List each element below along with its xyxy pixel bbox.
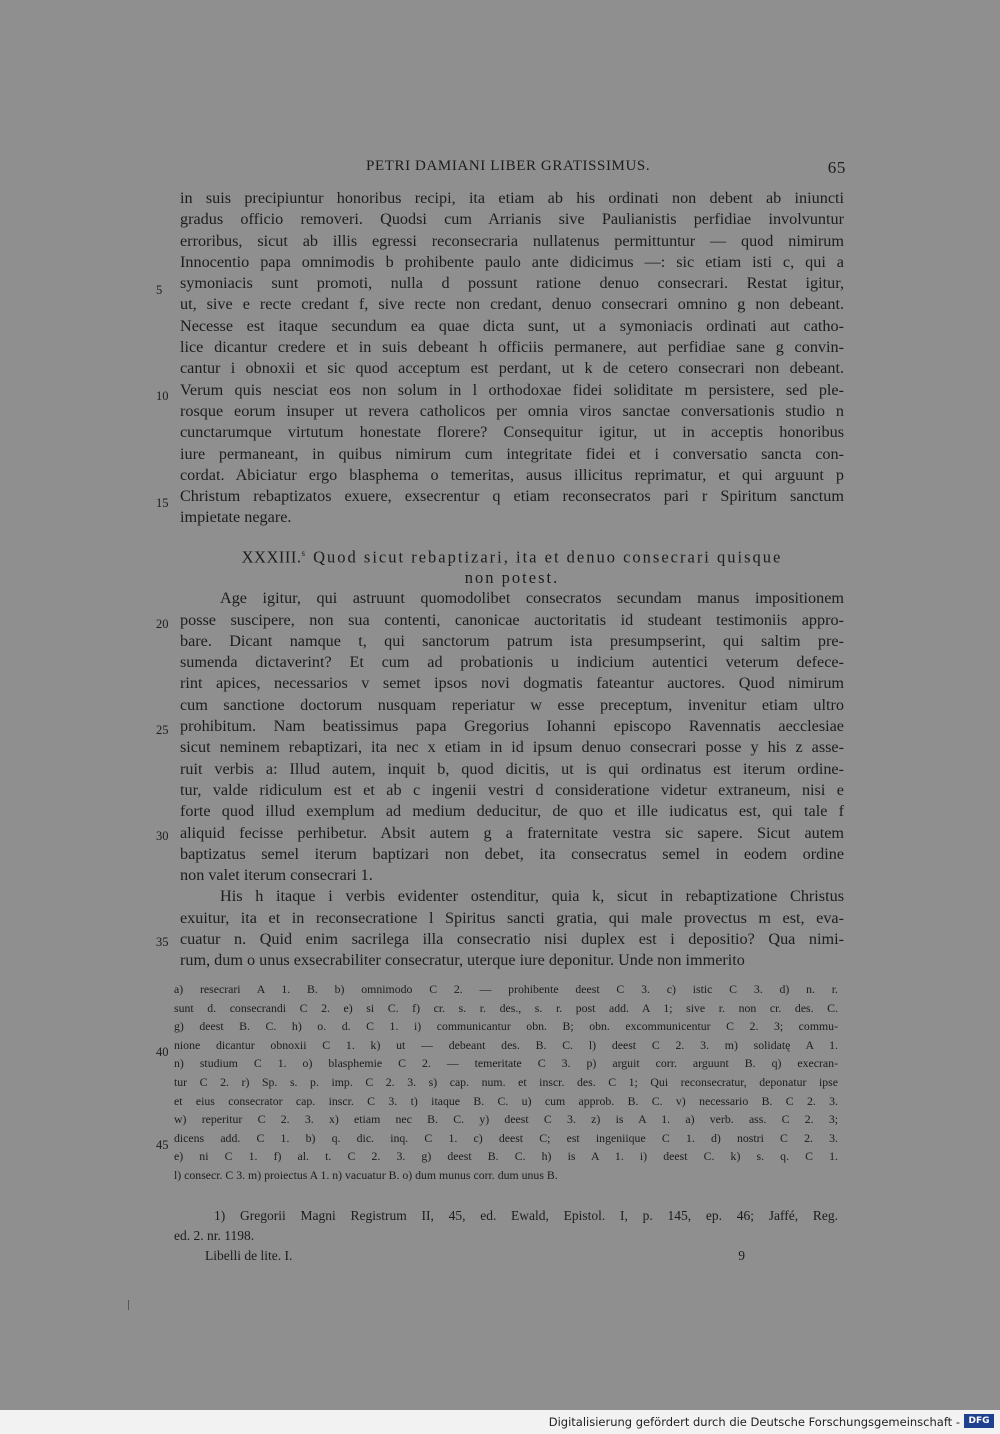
running-head — [180, 158, 846, 178]
text-line: rint apices, necessarios v semet ipsos novi dogmatis fateantur auctores. Quod nimirum — [180, 674, 844, 693]
apparatus-line: nione dicantur obnoxii C 1. k) ut — debeant des. B. C. l) deest C 2. 3. m) solidatę A 1. — [174, 1037, 838, 1052]
text-line: erroribus, sicut ab illis egressi reconsecraria nullatenus permittuntur — quod nimirum — [180, 231, 844, 250]
footnote-line: 1) Gregorii Magni Registrum II, 45, ed. Ewald, Epistol. I, p. 145, ep. 46; Jaffé, Reg. — [214, 1208, 838, 1223]
chapter-note-mark: s — [301, 547, 308, 558]
line-number: 5 — [156, 283, 163, 297]
text-line: impietate negare. — [180, 508, 292, 527]
line-number: 20 — [156, 617, 169, 631]
page-number: 65 — [827, 158, 846, 177]
chapter-title-line-2: non potest. — [464, 568, 560, 588]
critical-apparatus — [174, 980, 838, 1185]
source-footnote — [174, 1206, 838, 1246]
footnote-line: ed. 2. nr. 1198. — [174, 1228, 255, 1243]
text-line: Verum quis nesciat eos non solum in l orthodoxae fidei soliditate m persistere, sed ple- — [180, 380, 844, 399]
apparatus-line: l) consecr. C 3. m) proiectus A 1. n) vacuatur B. o) dum munus corr. dum unus B. — [174, 1167, 558, 1182]
text-line: bare. Dicant namque t, qui sanctorum patrum ista presumpserint, qui saltim pre- — [180, 631, 844, 650]
text-line: Necesse est itaque secundum ea quae dicta sunt, ut a symoniacis ordinati aut catho- — [180, 316, 844, 335]
apparatus-line: g) deest B. C. h) o. d. C 1. i) communicantur obn. B; obn. excommunicentur C 2. 3; commu- — [174, 1019, 838, 1034]
chapter-title-line-1: Quod sicut rebaptizari, ita et denuo consecrari quisque — [313, 547, 783, 567]
text-line: cuatur n. Quid enim sacrilega illa consecratio nisi duplex est i depositio? Qua nimi- — [180, 930, 844, 948]
text-line: ut, sive e recte credant f, sive recte non credant, denuo consecrari omnino g non debeant. — [180, 295, 844, 314]
paragraph-block-1 — [180, 188, 844, 529]
text-line: cordat. Abiciatur ergo blasphema o temeritas, ausus illicitus reprimatur, et qui arguunt p — [180, 465, 844, 484]
text-line: baptizatus semel iterum baptizari non debet, ita consecratus semel in eodem ordine — [180, 844, 844, 863]
text-line: sumenda dictaverint? Et cum ad probationis u indicium autentici veterum defece- — [180, 653, 844, 672]
apparatus-line: e) ni C 1. f) al. t. C 2. 3. g) deest B. C. h) is A 1. i) deest C. k) s. q. C 1. — [174, 1149, 838, 1164]
line-number: 35 — [156, 935, 169, 949]
text-line: cum sanctione doctorum nusquam reperiatur w esse preceptum, invenitur etiam ultro — [180, 695, 844, 714]
funding-credit: Digitalisierung gefördert durch die Deutsche Forschungsgemeinschaft - — [548, 1415, 960, 1429]
text-line: forte quod illud exemplum ad medium deducitur, de quo et ille iudicatus est, qui tale f — [180, 802, 844, 821]
dfg-logo: DFG — [964, 1414, 994, 1428]
chapter-numeral: XXXIII. — [241, 547, 302, 567]
text-line: symoniacis sunt promoti, nulla d possunt ratione denuo consecrari. Restat igitur, — [180, 274, 844, 293]
apparatus-line: a) resecrari A 1. B. b) omnimodo C 2. — prohibente deest C 3. c) istic C 3. d) n. r. — [174, 982, 838, 996]
text-line: sicut neminem rebaptizari, ita nec x etiam in id ipsum denuo consecrari posse y his z asse- — [180, 738, 844, 757]
text-line: Christum rebaptizatos exuere, exsecrentur q etiam reconsecratos pari r Spiritum sanctum — [180, 487, 844, 506]
line-number: 30 — [156, 829, 169, 843]
text-line: iure permaneant, in quibus nimirum cum integritate fidei et i conversatio sancta con- — [180, 444, 844, 463]
apparatus-line: sunt d. consecrandi C 2. e) si C. f) cr. s. r. des., s. r. post add. A 1; sive r. non cr. des. C. — [174, 1000, 838, 1015]
line-number: 40 — [156, 1045, 169, 1059]
apparatus-line: n) studium C 1. o) blasphemie C 2. — temeritate C 3. p) arguit corr. arguunt B. q) execran- — [174, 1056, 838, 1071]
line-number: 15 — [156, 496, 169, 510]
text-line: aliquid fecisse perhibetur. Absit autem g a fraternitate vestra sic sapere. Sicut autem — [180, 823, 844, 842]
text-line: prohibitum. Nam beatissimus papa Gregorius Iohanni episcopo Ravennatis aecclesiae — [180, 717, 844, 736]
text-line: ruit verbis a: Illud autem, inquit b, quod dicitis, ut is qui ordinatus est iterum ordine- — [180, 759, 844, 778]
text-line: rosque eorum insuper ut revera catholicos per omnia viros sanctae conversationis studio n — [180, 401, 844, 420]
text-line: non valet iterum consecrari 1. — [180, 866, 373, 885]
line-number: 25 — [156, 723, 169, 737]
text-line: tur, valde ridiculum est et ab c ingenii vestri d consideratione videtur extraneum, nisi e — [180, 780, 844, 799]
text-line: exuitur, ita et in reconsecratione l Spiritus sancti gratia, qui male provectus m est, eva- — [180, 908, 844, 927]
main-text — [180, 188, 844, 972]
margin-mark — [128, 1300, 129, 1310]
text-line: cunctarumque virtutum honestate florere? Consequitur igitur, ut in acceptis honoribus — [180, 423, 844, 442]
funding-banner — [0, 1410, 1000, 1434]
text-line: cantur i obnoxii et sic quod acceptum est perdant, ut k de cetero consecrari non debeant. — [180, 359, 844, 378]
text-line: gradus officio removeri. Quodsi cum Arrianis sive Paulianistis perfidiae involvuntur — [180, 210, 844, 229]
text-line: posse suscipere, non sua contenti, canonicae auctoritatis id studeant testimoniis appro- — [180, 610, 844, 629]
paragraph-block-2 — [180, 588, 844, 971]
apparatus-line: tur C 2. r) Sp. s. p. imp. C 2. 3. s) cap. num. et inscr. des. C 1; Qui reconsecratur, deponatur ipse — [174, 1074, 838, 1089]
text-line: His h itaque i verbis evidenter ostenditur, quia k, sicut in rebaptizatione Christus — [220, 887, 844, 906]
apparatus-line: w) reperitur C 2. 3. x) etiam nec B. C. y) deest C 3. z) is A 1. a) verb. ass. C 2. 3; — [174, 1112, 838, 1127]
line-number: 10 — [156, 389, 169, 403]
text-line: Innocentio papa omnimodis b prohibente paulo ante didicimus —: sic etiam isti c, qui a — [180, 252, 844, 271]
running-head-title: PETRI DAMIANI LIBER GRATISSIMUS. — [366, 158, 651, 174]
text-line: lice dicantur credere et in suis debeant h officiis permanere, aut perfidiae sane g convin- — [180, 338, 844, 357]
signature-number: 9 — [738, 1248, 745, 1263]
text-line: in suis precipiuntur honoribus recipi, ita etiam ab his ordinati non debent ab iniuncti — [180, 189, 844, 207]
text-line: Age igitur, qui astruunt quomodolibet consecratos secundam manus impositionem — [220, 589, 844, 608]
line-number: 45 — [156, 1138, 169, 1152]
apparatus-line: et eius consecrator cap. inscr. C 3. t) itaque B. C. u) cum approb. B. C. v) necessario B. C 2. 3. — [174, 1093, 838, 1108]
signature-text: Libelli de lite. I. — [205, 1248, 293, 1263]
text-line: rum, dum o unus exsecrabiliter consecratur, uterque iure deponitur. Unde non immerito — [180, 951, 745, 970]
chapter-heading — [180, 543, 844, 568]
apparatus-line: dicens add. C 1. b) q. dic. inq. C 1. c) deest C; est ingeniique C 1. d) nostri C 2. 3. — [174, 1130, 838, 1145]
